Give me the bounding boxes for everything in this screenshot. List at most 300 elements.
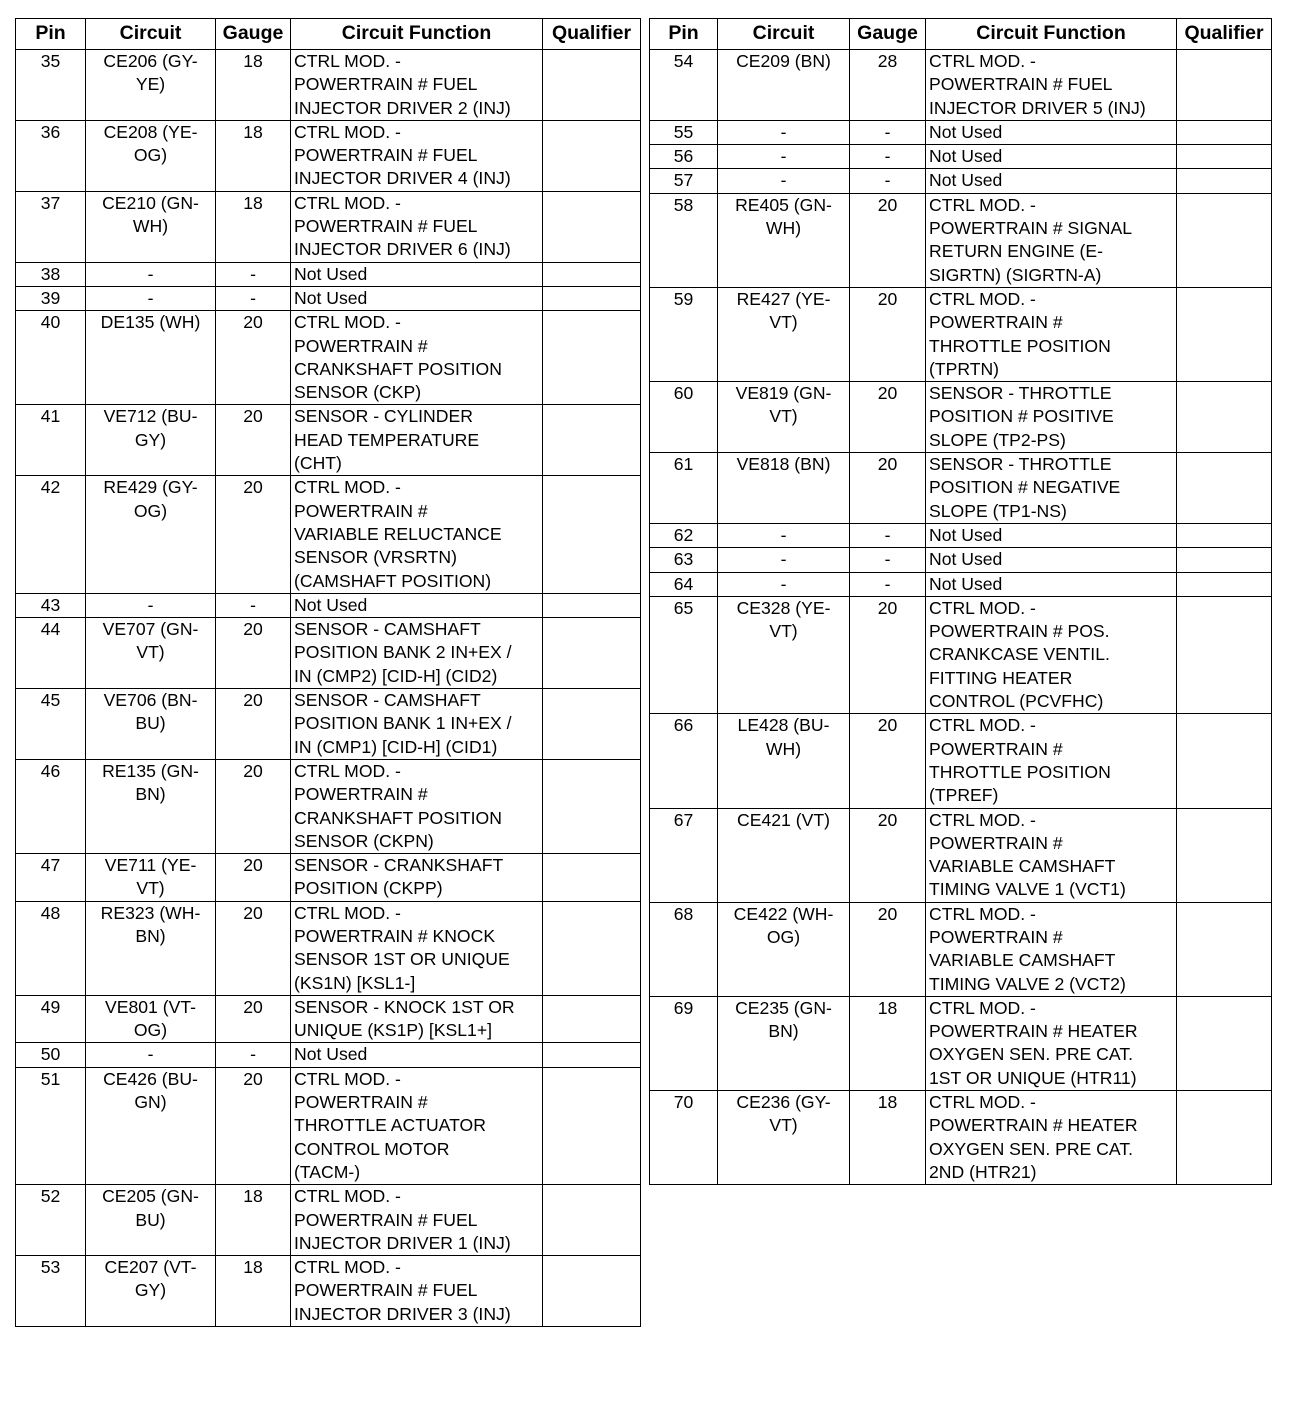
function-line: POWERTRAIN # KNOCK: [294, 925, 496, 946]
circuit-function-cell: [291, 901, 543, 995]
table-row: [650, 808, 1272, 902]
qualifier-cell: [1177, 808, 1272, 902]
circuit-cell: [718, 193, 850, 287]
circuit-cell: [86, 405, 216, 476]
circuit-line: BU): [135, 713, 166, 734]
function-line: (TPREF): [929, 785, 999, 806]
circuit-line: BN): [135, 784, 166, 805]
circuit-line: VE712 (BU-: [103, 406, 198, 427]
function-line: Not Used: [929, 549, 1003, 570]
function-line: CTRL MOD. -: [294, 1186, 401, 1207]
pin-cell: 68: [650, 902, 718, 996]
function-line: CTRL MOD. -: [294, 192, 401, 213]
circuit-cell: [86, 191, 216, 262]
gauge-cell: 20: [216, 854, 291, 902]
function-line: POSITION BANK 1 IN+EX /: [294, 713, 512, 734]
pin-cell: 67: [650, 808, 718, 902]
table-row: [16, 262, 641, 286]
function-line: POWERTRAIN # FUEL: [294, 145, 478, 166]
circuit-line: CE235 (GN-: [735, 997, 832, 1018]
gauge-cell: 20: [216, 476, 291, 593]
function-line: INJECTOR DRIVER 1 (INJ): [294, 1232, 511, 1253]
function-line: CTRL MOD. -: [294, 312, 401, 333]
function-line: POWERTRAIN #: [929, 926, 1063, 947]
pin-cell: 59: [650, 287, 718, 381]
circuit-line: VE801 (VT-: [105, 996, 196, 1017]
circuit-line: BN): [768, 1021, 799, 1042]
qualifier-cell: [543, 854, 641, 902]
function-line: CONTROL MOTOR: [294, 1138, 450, 1159]
circuit-line: OG): [133, 1020, 168, 1041]
gauge-cell: 20: [216, 759, 291, 853]
circuit-cell: [86, 995, 216, 1043]
circuit-line: VT): [136, 878, 165, 899]
function-line: CRANKCASE VENTIL.: [929, 644, 1110, 665]
circuit-cell: [718, 548, 850, 572]
function-line: SLOPE (TP1-NS): [929, 500, 1067, 521]
pin-cell: 53: [16, 1256, 86, 1327]
function-line: POWERTRAIN # FUEL: [294, 74, 478, 95]
pin-cell: 41: [16, 405, 86, 476]
function-line: CTRL MOD. -: [929, 288, 1036, 309]
pin-cell: 36: [16, 120, 86, 191]
function-line: 1ST OR UNIQUE (HTR11): [929, 1067, 1137, 1088]
circuit-cell: [718, 169, 850, 193]
pin-cell: 55: [650, 120, 718, 144]
gauge-cell: 20: [850, 596, 926, 713]
function-line: POWERTRAIN # FUEL: [294, 1209, 478, 1230]
circuit-function-cell: [291, 1256, 543, 1327]
pin-cell: 66: [650, 714, 718, 808]
circuit-line: CE209 (BN): [736, 51, 831, 71]
gauge-cell: 20: [216, 405, 291, 476]
qualifier-cell: [543, 759, 641, 853]
function-line: CTRL MOD. -: [294, 51, 401, 71]
table-row: [16, 689, 641, 760]
function-line: CRANKSHAFT POSITION: [294, 807, 502, 828]
gauge-cell: -: [216, 593, 291, 617]
circuit-line: CE207 (VT-: [104, 1257, 197, 1278]
function-line: 2ND (HTR21): [929, 1161, 1037, 1182]
table-row: [16, 311, 641, 405]
gauge-cell: 18: [216, 191, 291, 262]
circuit-line: -: [780, 573, 787, 594]
table-row: [650, 996, 1272, 1090]
function-line: CTRL MOD. -: [294, 902, 401, 923]
circuit-line: CE426 (BU-: [103, 1068, 198, 1089]
circuit-line: CE422 (WH-: [733, 903, 834, 924]
function-line: SENSOR - THROTTLE: [929, 383, 1112, 404]
gauge-cell: -: [216, 1043, 291, 1067]
function-line: THROTTLE POSITION: [929, 761, 1111, 782]
circuit-function-cell: [291, 1067, 543, 1184]
function-line: CTRL MOD. -: [929, 51, 1036, 71]
function-line: POWERTRAIN #: [294, 1092, 428, 1113]
pin-cell: 56: [650, 145, 718, 169]
table-row: [650, 596, 1272, 713]
pin-cell: 40: [16, 311, 86, 405]
qualifier-cell: [543, 120, 641, 191]
function-line: THROTTLE ACTUATOR: [294, 1115, 486, 1136]
function-line: (KS1N) [KSL1-]: [294, 972, 416, 993]
circuit-cell: [718, 714, 850, 808]
circuit-cell: [718, 120, 850, 144]
function-line: POWERTRAIN #: [294, 500, 428, 521]
qualifier-cell: [543, 262, 641, 286]
circuit-cell: [718, 596, 850, 713]
circuit-function-cell: [291, 854, 543, 902]
table-row: [650, 382, 1272, 453]
header-circuit: Circuit: [718, 19, 850, 50]
header-circuit-function: Circuit Function: [926, 19, 1177, 50]
circuit-line: VT): [769, 621, 798, 642]
gauge-cell: -: [216, 262, 291, 286]
function-line: Not Used: [294, 594, 368, 615]
function-line: SENSOR - CRANKSHAFT: [294, 855, 504, 876]
circuit-cell: [718, 996, 850, 1090]
circuit-line: -: [780, 170, 787, 191]
circuit-line: OG): [133, 145, 168, 166]
table-row: [16, 618, 641, 689]
circuit-function-cell: [926, 120, 1177, 144]
circuit-function-cell: [926, 808, 1177, 902]
gauge-cell: -: [850, 145, 926, 169]
qualifier-cell: [543, 476, 641, 593]
function-line: IN (CMP2) [CID-H] (CID2): [294, 665, 498, 686]
header-qualifier: Qualifier: [1177, 19, 1272, 50]
function-line: POSITION (CKPP): [294, 878, 443, 899]
circuit-function-cell: [926, 287, 1177, 381]
function-line: HEAD TEMPERATURE: [294, 429, 480, 450]
circuit-cell: [86, 901, 216, 995]
circuit-function-cell: [291, 1185, 543, 1256]
circuit-cell: [86, 618, 216, 689]
circuit-function-cell: [926, 169, 1177, 193]
pin-cell: 48: [16, 901, 86, 995]
circuit-function-cell: [291, 593, 543, 617]
function-line: Not Used: [294, 1044, 368, 1065]
circuit-line: CE206 (GY-: [103, 51, 198, 71]
function-line: INJECTOR DRIVER 3 (INJ): [294, 1303, 511, 1324]
function-line: (CHT): [294, 453, 342, 474]
pin-cell: 54: [650, 50, 718, 121]
gauge-cell: 18: [216, 1256, 291, 1327]
circuit-line: OG): [766, 926, 801, 947]
gauge-cell: 20: [850, 193, 926, 287]
table-row: [16, 1256, 641, 1327]
pin-cell: 51: [16, 1067, 86, 1184]
circuit-function-cell: [926, 548, 1177, 572]
circuit-line: YE): [135, 74, 166, 95]
circuit-cell: [718, 1091, 850, 1185]
function-line: INJECTOR DRIVER 5 (INJ): [929, 97, 1146, 118]
qualifier-cell: [543, 311, 641, 405]
function-line: (CAMSHAFT POSITION): [294, 570, 492, 591]
circuit-line: VE819 (GN-: [735, 383, 832, 404]
circuit-function-cell: [291, 191, 543, 262]
circuit-line: -: [147, 1044, 154, 1065]
function-line: SENSOR - THROTTLE: [929, 454, 1112, 475]
qualifier-cell: [1177, 382, 1272, 453]
function-line: CTRL MOD. -: [294, 760, 401, 781]
qualifier-cell: [543, 191, 641, 262]
function-line: CTRL MOD. -: [929, 194, 1036, 215]
function-line: Not Used: [294, 263, 368, 284]
circuit-line: GN): [134, 1092, 167, 1113]
qualifier-cell: [1177, 287, 1272, 381]
pin-cell: 45: [16, 689, 86, 760]
function-line: POWERTRAIN #: [294, 335, 428, 356]
function-line: POWERTRAIN # FUEL: [929, 74, 1113, 95]
function-line: POWERTRAIN # FUEL: [294, 216, 478, 237]
gauge-cell: 20: [850, 287, 926, 381]
function-line: SENSOR - CYLINDER: [294, 406, 473, 427]
pin-cell: 57: [650, 169, 718, 193]
circuit-cell: [86, 286, 216, 310]
circuit-line: RE405 (GN-: [735, 194, 832, 215]
circuit-line: VE818 (BN): [736, 454, 831, 475]
qualifier-cell: [543, 593, 641, 617]
function-line: POWERTRAIN # FUEL: [294, 1280, 478, 1301]
circuit-function-cell: [926, 714, 1177, 808]
function-line: Not Used: [929, 524, 1003, 545]
circuit-line: -: [780, 524, 787, 545]
circuit-cell: [86, 1043, 216, 1067]
function-line: SENSOR (CKP): [294, 382, 422, 403]
function-line: Not Used: [294, 287, 368, 308]
circuit-function-cell: [926, 596, 1177, 713]
pin-cell: 43: [16, 593, 86, 617]
qualifier-cell: [543, 286, 641, 310]
circuit-function-cell: [291, 618, 543, 689]
function-line: POWERTRAIN # HEATER: [929, 1115, 1138, 1136]
circuit-function-cell: [926, 902, 1177, 996]
qualifier-cell: [543, 405, 641, 476]
table-row: [16, 759, 641, 853]
table-row: [650, 169, 1272, 193]
function-line: POWERTRAIN # POS.: [929, 621, 1110, 642]
qualifier-cell: [543, 901, 641, 995]
circuit-cell: [718, 808, 850, 902]
circuit-cell: [86, 262, 216, 286]
circuit-function-cell: [291, 405, 543, 476]
circuit-line: DE135 (WH): [100, 312, 201, 333]
circuit-line: VE707 (GN-: [102, 619, 199, 640]
function-line: TIMING VALVE 1 (VCT1): [929, 879, 1126, 900]
circuit-line: -: [147, 594, 154, 615]
pin-cell: 37: [16, 191, 86, 262]
circuit-line: VE706 (BN-: [103, 690, 198, 711]
circuit-line: VT): [769, 406, 798, 427]
pin-cell: 70: [650, 1091, 718, 1185]
table-row: [16, 1185, 641, 1256]
circuit-function-cell: [291, 759, 543, 853]
table-row: [16, 1067, 641, 1184]
gauge-cell: 18: [850, 996, 926, 1090]
table-row: [16, 476, 641, 593]
function-line: CTRL MOD. -: [929, 597, 1036, 618]
table-row: [16, 1043, 641, 1067]
qualifier-cell: [1177, 996, 1272, 1090]
circuit-cell: [86, 1067, 216, 1184]
pin-cell: 46: [16, 759, 86, 853]
circuit-line: GY): [134, 1280, 167, 1301]
function-line: RETURN ENGINE (E-: [929, 241, 1103, 262]
table-row: [16, 593, 641, 617]
pin-cell: 65: [650, 596, 718, 713]
function-line: CTRL MOD. -: [929, 903, 1036, 924]
gauge-cell: 18: [216, 1185, 291, 1256]
table-row: [650, 145, 1272, 169]
qualifier-cell: [1177, 120, 1272, 144]
function-line: CRANKSHAFT POSITION: [294, 358, 502, 379]
pin-table-right: [649, 18, 1272, 1185]
function-line: POSITION # POSITIVE: [929, 406, 1114, 427]
function-line: CTRL MOD. -: [929, 997, 1036, 1018]
circuit-function-cell: [291, 1043, 543, 1067]
circuit-function-cell: [291, 286, 543, 310]
qualifier-cell: [543, 995, 641, 1043]
circuit-function-cell: [926, 996, 1177, 1090]
circuit-cell: [86, 759, 216, 853]
function-line: CTRL MOD. -: [294, 121, 401, 142]
circuit-cell: [86, 50, 216, 121]
circuit-cell: [718, 902, 850, 996]
gauge-cell: 20: [850, 714, 926, 808]
function-line: Not Used: [929, 170, 1003, 191]
circuit-line: -: [780, 146, 787, 167]
qualifier-cell: [1177, 523, 1272, 547]
circuit-line: CE210 (GN-: [102, 192, 199, 213]
circuit-line: VT): [769, 1115, 798, 1136]
function-line: SENSOR - CAMSHAFT: [294, 619, 481, 640]
function-line: SENSOR 1ST OR UNIQUE: [294, 949, 510, 970]
circuit-line: -: [780, 549, 787, 570]
circuit-line: -: [147, 287, 154, 308]
qualifier-cell: [543, 50, 641, 121]
function-line: POSITION BANK 2 IN+EX /: [294, 642, 512, 663]
table-row: [16, 901, 641, 995]
gauge-cell: 20: [216, 1067, 291, 1184]
function-line: POWERTRAIN #: [929, 832, 1063, 853]
function-line: CONTROL (PCVFHC): [929, 691, 1104, 712]
circuit-cell: [718, 50, 850, 121]
gauge-cell: -: [216, 286, 291, 310]
circuit-line: BN): [135, 925, 166, 946]
qualifier-cell: [1177, 169, 1272, 193]
circuit-cell: [86, 854, 216, 902]
function-line: INJECTOR DRIVER 2 (INJ): [294, 97, 511, 118]
circuit-line: RE427 (YE-: [736, 288, 831, 309]
qualifier-cell: [1177, 1091, 1272, 1185]
table-row: [650, 1091, 1272, 1185]
qualifier-cell: [1177, 145, 1272, 169]
circuit-line: BU): [135, 1209, 166, 1230]
function-line: FITTING HEATER: [929, 667, 1073, 688]
pin-cell: 62: [650, 523, 718, 547]
function-line: POWERTRAIN #: [929, 738, 1063, 759]
function-line: CTRL MOD. -: [929, 715, 1036, 736]
function-line: CTRL MOD. -: [929, 1092, 1036, 1113]
qualifier-cell: [1177, 453, 1272, 524]
qualifier-cell: [543, 618, 641, 689]
gauge-cell: -: [850, 548, 926, 572]
circuit-cell: [86, 1256, 216, 1327]
function-line: POSITION # NEGATIVE: [929, 477, 1121, 498]
circuit-line: WH): [765, 738, 802, 759]
gauge-cell: 18: [850, 1091, 926, 1185]
qualifier-cell: [1177, 572, 1272, 596]
circuit-line: VE711 (YE-: [104, 855, 197, 876]
header-gauge: Gauge: [216, 19, 291, 50]
circuit-line: GY): [134, 429, 167, 450]
pin-cell: 39: [16, 286, 86, 310]
table-row: [650, 120, 1272, 144]
qualifier-cell: [1177, 193, 1272, 287]
pin-cell: 69: [650, 996, 718, 1090]
function-line: Not Used: [929, 121, 1003, 142]
circuit-line: CE236 (GY-: [736, 1092, 831, 1113]
circuit-cell: [86, 311, 216, 405]
gauge-cell: 18: [216, 120, 291, 191]
function-line: SENSOR - CAMSHAFT: [294, 690, 481, 711]
qualifier-cell: [1177, 714, 1272, 808]
circuit-line: LE428 (BU-: [737, 715, 830, 736]
pin-cell: 61: [650, 453, 718, 524]
circuit-function-cell: [291, 476, 543, 593]
pin-cell: 47: [16, 854, 86, 902]
circuit-function-cell: [926, 523, 1177, 547]
pin-cell: 35: [16, 50, 86, 121]
qualifier-cell: [1177, 548, 1272, 572]
function-line: VARIABLE CAMSHAFT: [929, 856, 1116, 877]
pin-cell: 42: [16, 476, 86, 593]
table-row: [650, 902, 1272, 996]
circuit-function-cell: [926, 453, 1177, 524]
function-line: SENSOR (VRSRTN): [294, 547, 457, 568]
gauge-cell: -: [850, 120, 926, 144]
table-row: [650, 287, 1272, 381]
pin-cell: 52: [16, 1185, 86, 1256]
circuit-function-cell: [291, 995, 543, 1043]
qualifier-cell: [543, 1185, 641, 1256]
function-line: VARIABLE RELUCTANCE: [294, 523, 502, 544]
header-circuit-function: Circuit Function: [291, 19, 543, 50]
pin-cell: 49: [16, 995, 86, 1043]
gauge-cell: 20: [216, 689, 291, 760]
qualifier-cell: [1177, 596, 1272, 713]
gauge-cell: 20: [850, 453, 926, 524]
table-header-row: [650, 19, 1272, 50]
table-row: [16, 854, 641, 902]
circuit-line: RE135 (GN-: [102, 760, 199, 781]
circuit-line: RE323 (WH-: [100, 902, 201, 923]
gauge-cell: 18: [216, 50, 291, 121]
circuit-function-cell: [926, 1091, 1177, 1185]
table-row: [650, 453, 1272, 524]
function-line: INJECTOR DRIVER 6 (INJ): [294, 239, 511, 260]
pin-table-left: [15, 18, 641, 1327]
qualifier-cell: [543, 1043, 641, 1067]
qualifier-cell: [1177, 50, 1272, 121]
pin-cell: 63: [650, 548, 718, 572]
gauge-cell: 20: [216, 618, 291, 689]
gauge-cell: 28: [850, 50, 926, 121]
circuit-line: CE205 (GN-: [102, 1186, 199, 1207]
qualifier-cell: [543, 1067, 641, 1184]
function-line: OXYGEN SEN. PRE CAT.: [929, 1138, 1134, 1159]
gauge-cell: 20: [850, 382, 926, 453]
